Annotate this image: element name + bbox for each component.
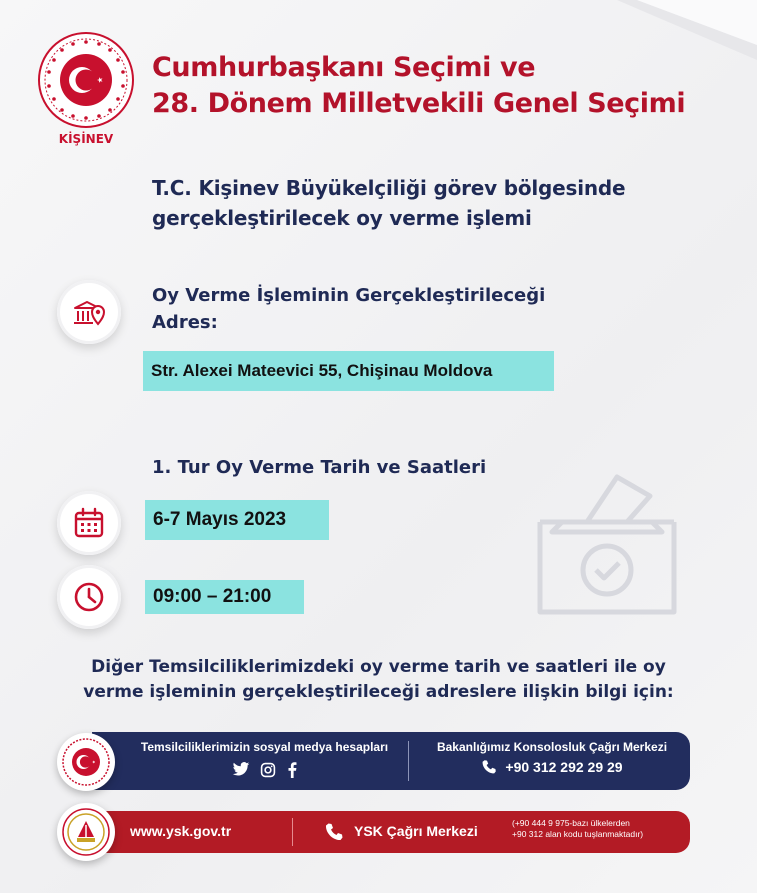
mfa-contact-bar — [92, 732, 690, 790]
museum-location-icon — [57, 280, 121, 344]
mfa-call-center-label: Bakanlığımız Konsolosluk Çağrı Merkezi — [436, 740, 668, 754]
info-line-1: Diğer Temsilciliklerimizdeki oy verme tarih ve saatleri ile oy — [91, 657, 666, 677]
clock-icon — [57, 565, 121, 629]
mfa-call-center-block — [417, 740, 687, 775]
info-text — [0, 655, 757, 705]
mfa-phone-number[interactable]: +90 312 292 29 29 — [505, 759, 623, 775]
instagram-icon[interactable] — [260, 762, 276, 778]
title-line-2: 28. Dönem Milletvekili Genel Seçimi — [152, 88, 686, 119]
info-line-2: verme işleminin gerçekleştirileceği adreslere ilişkin bilgi için: — [83, 682, 674, 702]
ballot-box-icon — [532, 472, 682, 622]
ysk-call-note-line-2: +90 312 alan kodu tuşlanmaktadır) — [512, 829, 644, 839]
intro-line-1: T.C. Kişinev Büyükelçiliği görev bölgesinde — [152, 176, 626, 200]
address-label — [152, 282, 545, 336]
foreign-ministry-seal-icon — [57, 733, 115, 791]
ysk-call-note — [512, 818, 643, 840]
title-line-1: Cumhurbaşkanı Seçimi ve — [152, 52, 536, 83]
social-media-block — [122, 740, 407, 778]
intro-text — [152, 173, 625, 233]
embassy-emblem-icon — [38, 32, 134, 128]
ysk-call-note-line-1: (+90 444 9 975-bazı ülkelerden — [512, 818, 630, 828]
phone-icon — [324, 822, 344, 842]
calendar-icon — [57, 491, 121, 555]
address-value: Str. Alexei Mateevici 55, Chişinau Moldova — [143, 351, 554, 391]
address-label-line-1: Oy Verme İşleminin Gerçekleştirileceği — [152, 285, 546, 306]
twitter-icon[interactable] — [232, 762, 250, 777]
ysk-website-link[interactable]: www.ysk.gov.tr — [130, 823, 232, 839]
ysk-contact-bar — [92, 811, 690, 853]
page-title — [152, 50, 685, 122]
emblem-caption: KİŞİNEV — [58, 132, 114, 146]
round1-label: 1. Tur Oy Verme Tarih ve Saatleri — [152, 457, 487, 478]
phone-icon — [481, 759, 497, 775]
facebook-icon[interactable] — [286, 762, 298, 778]
address-label-line-2: Adres: — [152, 312, 218, 333]
ysk-call-center-label[interactable]: YSK Çağrı Merkezi — [354, 823, 478, 839]
bar1-divider — [408, 741, 409, 781]
time-value: 09:00 – 21:00 — [145, 580, 304, 614]
bar2-divider — [292, 818, 293, 846]
date-value: 6-7 Mayıs 2023 — [145, 500, 329, 540]
ysk-seal-icon — [57, 803, 115, 861]
social-media-label: Temsilciliklerimizin sosyal medya hesapları — [140, 740, 389, 754]
intro-line-2: gerçekleştirilecek oy verme işlemi — [152, 206, 532, 230]
